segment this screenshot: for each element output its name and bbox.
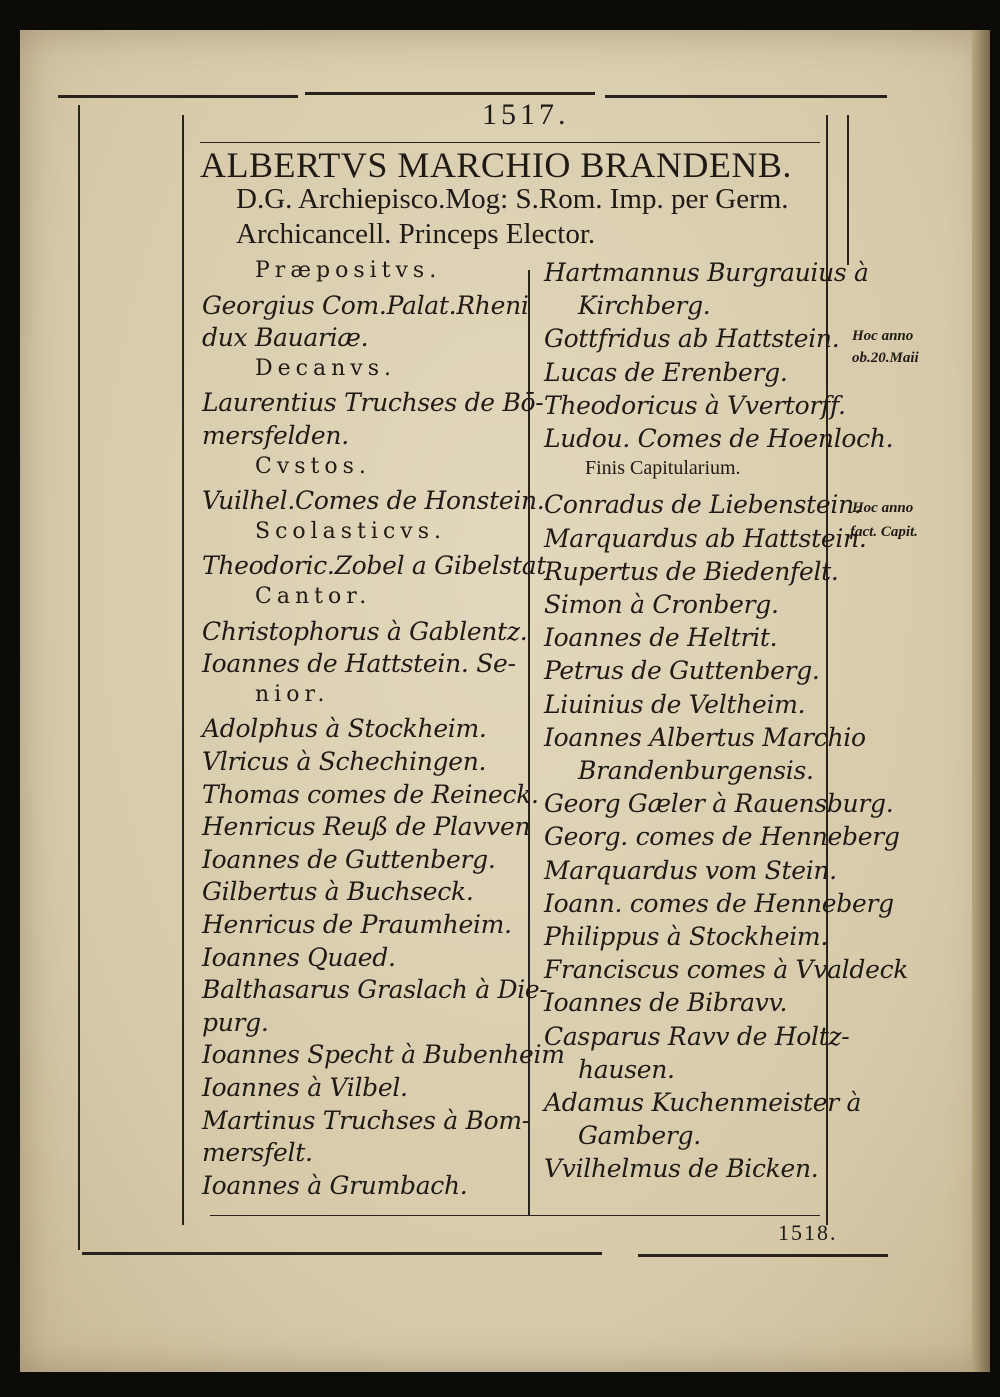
left_column-entry: Præpositvs. <box>255 258 442 283</box>
left_column-entry: Ioannes à Grumbach. <box>202 1170 468 1200</box>
bottom-rule-left <box>82 1252 602 1255</box>
left_column-entry: mersfelt. <box>202 1138 313 1168</box>
left_column-entry: dux Bauariæ. <box>202 323 369 353</box>
left_column-entry: Henricus Reuß de Plavven <box>202 812 531 842</box>
left_column-entry: Scolasticvs. <box>255 518 446 544</box>
right_column-entry: Georg. comes de Henneberg <box>544 822 900 852</box>
top-rule-right <box>605 95 887 98</box>
right_column-entry: Simon à Cronberg. <box>544 590 779 619</box>
left_column-entry: Ioannes de Hattstein. Se- <box>202 649 516 679</box>
frame-right-outer <box>847 115 849 265</box>
right_column-entry: Hartmannus Burgrauius à <box>544 258 869 287</box>
top-page-number: 1517. <box>482 98 570 131</box>
right_column-entry: Casparus Ravv de Holtz- <box>544 1021 850 1051</box>
right_column-entry: Theodoricus à Vvertorff. <box>544 390 846 420</box>
right_column-entry: Lucas de Erenberg. <box>544 357 788 387</box>
left_column-entry: Decanvs. <box>255 355 396 381</box>
left_column-entry: Cantor. <box>255 584 372 609</box>
heading-line-2: D.G. Archiepisco.Mog: S.Rom. Imp. per Germ. <box>236 183 789 215</box>
left_column-entry: Cvstos. <box>255 453 371 479</box>
right_column-entry: Gottfridus ab Hattstein. <box>544 324 840 354</box>
left_column-entry: Ioannes à Vilbel. <box>202 1073 408 1102</box>
left_column-entry: Ioannes de Guttenberg. <box>202 844 496 874</box>
top-rule-left <box>58 95 298 98</box>
margin-note-2-line2: fact. Capit. <box>850 524 918 540</box>
left_column-entry: Gilbertus à Buchseck. <box>202 877 474 907</box>
right_column-entry: Gamberg. <box>578 1121 701 1151</box>
frame-left-inner <box>182 115 184 1225</box>
right_column-entry: Rupertus de Biedenfelt. <box>544 556 839 586</box>
left_column-entry: Theodoric.Zobel a Gibelstat <box>202 551 547 581</box>
heading-line-1: ALBERTVS MARCHIO BRANDENB. <box>200 145 792 185</box>
book-page <box>20 30 990 1372</box>
top-rule-mid <box>305 92 595 95</box>
bottom-rule-right <box>638 1254 888 1257</box>
left_column-entry: Henricus de Praumheim. <box>202 910 512 939</box>
right_column-entry: Brandenburgensis. <box>578 756 814 785</box>
margin-note-2-line1: Hoc anno <box>852 500 914 516</box>
left_column-entry: Thomas comes de Reineck. <box>202 779 539 809</box>
right_column-entry: Vvilhelmus de Bicken. <box>544 1154 819 1184</box>
right_column-entry: Adamus Kuchenmeister à <box>544 1088 862 1117</box>
left_column-entry: Martinus Truchses à Bom- <box>202 1105 530 1135</box>
bottom-page-number: 1518. <box>778 1220 838 1245</box>
left_column-entry: Ioannes Specht à Bubenheim <box>202 1040 565 1070</box>
right_column-entry: Petrus de Guttenberg. <box>544 656 820 686</box>
margin-note-1-line1: Hoc anno <box>852 328 914 344</box>
right_column-entry: Ioannes Albertus Marchio <box>544 722 866 752</box>
right_column-entry: Philippus à Stockheim. <box>544 922 828 951</box>
right_column-entry: Ludou. Comes de Hoenloch. <box>544 424 894 453</box>
left_column-entry: nior. <box>255 681 330 707</box>
right_column-entry: Finis Capitularium. <box>585 457 741 480</box>
left_column-entry: purg. <box>202 1007 269 1037</box>
frame-left-outer <box>78 105 80 1250</box>
left_column-entry: Vlricus à Schechingen. <box>202 747 487 776</box>
right_column-entry: Marquardus vom Stein. <box>544 855 837 885</box>
right_column-entry: Ioann. comes de Henneberg <box>544 888 894 918</box>
right_column-entry: Marquardus ab Hattstein. <box>544 523 867 553</box>
header-rule <box>200 142 820 143</box>
right_column-entry: Georg Gæler à Rauensburg. <box>544 789 894 819</box>
right_column-entry: Franciscus comes à Vvaldeck <box>544 955 909 985</box>
left_column-entry: Adolphus à Stockheim. <box>202 714 487 744</box>
heading-line-3: Archicancell. Princeps Elector. <box>236 218 596 250</box>
right_column-entry: Ioannes de Heltrit. <box>544 623 778 653</box>
page-edge <box>972 30 990 1372</box>
left_column-entry: Balthasarus Graslach à Die- <box>202 975 548 1005</box>
right_column-entry: Kirchberg. <box>578 291 711 321</box>
right_column-entry: Liuinius de Veltheim. <box>544 689 806 719</box>
left_column-entry: mersfelden. <box>202 421 349 450</box>
bottom-rule-short <box>210 1215 820 1216</box>
right_column-entry: Conradus de Liebenstein. <box>544 490 862 520</box>
left_column-entry: Vuilhel.Comes de Honstein. <box>202 486 545 516</box>
left_column-entry: Ioannes Quaed. <box>202 942 396 972</box>
left_column-entry: Christophorus à Gablentz. <box>202 616 528 646</box>
left_column-entry: Laurentius Truchses de Bō- <box>202 388 544 418</box>
right_column-entry: hausen. <box>578 1054 675 1084</box>
left_column-entry: Georgius Com.Palat.Rheni <box>202 290 529 320</box>
margin-note-1-line2: ob.20.Maii <box>852 350 919 366</box>
right_column-entry: Ioannes de Bibravv. <box>544 988 788 1018</box>
